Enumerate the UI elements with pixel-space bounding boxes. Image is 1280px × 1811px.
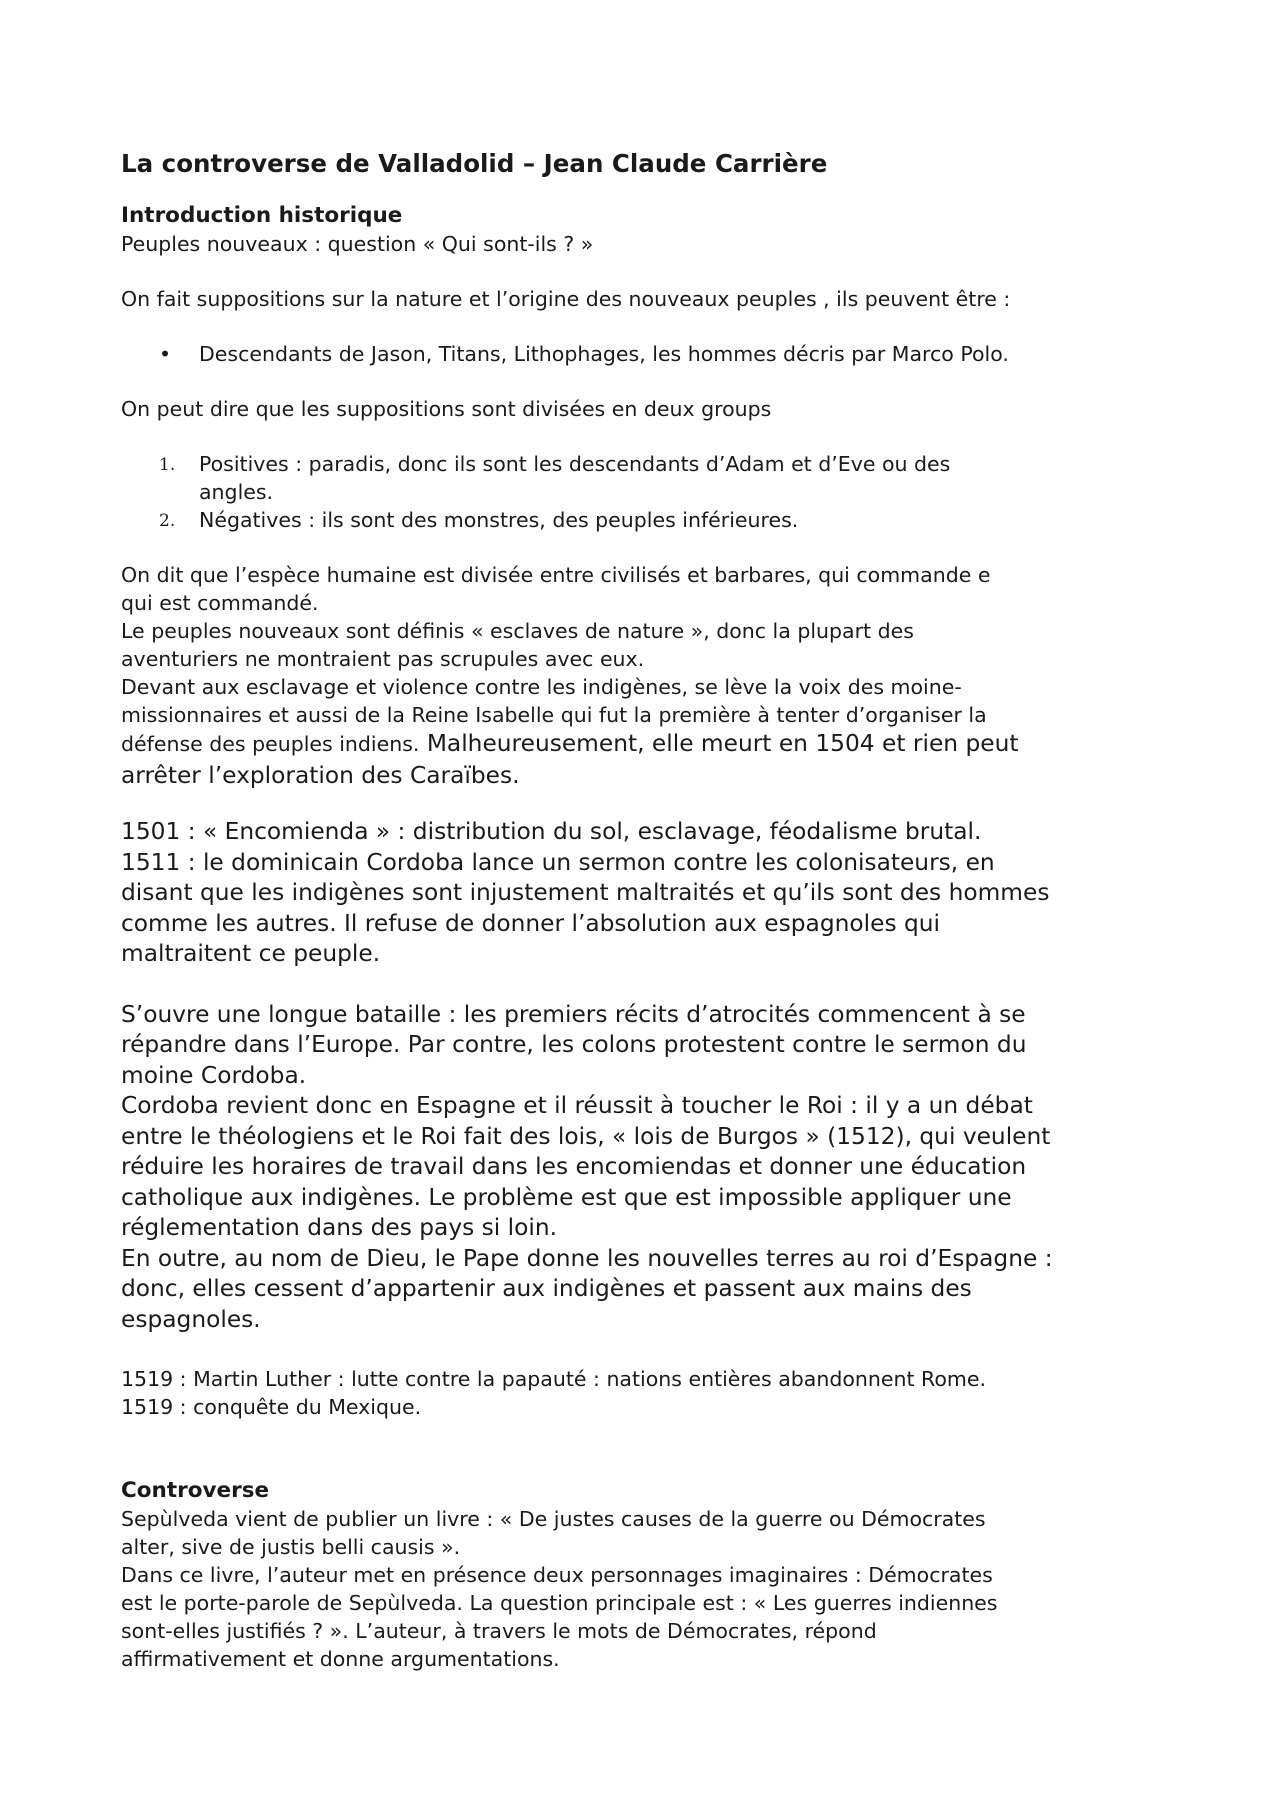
paragraph: On peut dire que les suppositions sont divisées en deux groups [121,396,772,421]
text-line: Le peuples nouveaux sont définis « esclaves de nature », donc la plupart des [121,618,914,643]
text-line: qui est commandé. [121,590,319,615]
numbered-list [121,450,1181,534]
text-line: 1519 : conquête du Mexique. [121,1395,422,1420]
text-line: affirmativement et donne argumentations. [121,1647,560,1672]
text-line: réglementation dans des pays si loin. [121,1214,558,1242]
text-line: Devant aux esclavage et violence contre les indigènes, se lève la voix des moine- [121,674,962,699]
paragraph-controverse [121,1505,1181,1673]
text-line: Dans ce livre, l’auteur met en présence deux personnages imaginaires : Démocrates [121,1563,993,1588]
text-run: défense des peuples indiens. [121,731,420,756]
text-line-mixed [121,729,1181,761]
text-line: 1519 : Martin Luther : lutte contre la papauté : nations entières abandonnent Rome. [121,1367,986,1392]
section-heading-controverse: Controverse [121,1478,270,1504]
list-item [121,340,1181,368]
text-line: réduire les horaires de travail dans les encomiendas et donner une éducation [121,1153,1027,1181]
text-line: aventuriers ne montraient pas scrupules avec eux. [121,646,645,671]
list-item-text: Positives : paradis, donc ils sont les descendants d’Adam et d’Eve ou des [199,451,951,476]
text-line: disant que les indigènes sont injustement maltraités et qu’ils sont des hommes [121,879,1050,907]
list-item-text: Négatives : ils sont des monstres, des peuples inférieures. [199,507,799,532]
text-line: arrêter l’exploration des Caraïbes. [121,761,520,789]
text-line: 1511 : le dominicain Cordoba lance un sermon contre les colonisateurs, en [121,848,995,876]
text-line: catholique aux indigènes. Le problème est que est impossible appliquer une [121,1183,1012,1211]
text-line: moine Cordoba. [121,1061,307,1089]
paragraph-bataille [121,1000,1181,1336]
text-line: missionnaires et aussi de la Reine Isabelle qui fut la première à tenter d’organiser la [121,702,987,727]
text-line: maltraitent ce peuple. [121,940,381,968]
paragraph: On fait suppositions sur la nature et l’origine des nouveaux peuples , ils peuvent être : [121,286,1011,311]
text-line: comme les autres. Il refuse de donner l’absolution aux espagnoles qui [121,909,941,937]
text-line: donc, elles cessent d’appartenir aux indigènes et passent aux mains des [121,1275,972,1303]
bullet-list [121,340,1181,368]
text-line: espagnoles. [121,1305,261,1333]
text-line: 1501 : « Encomienda » : distribution du sol, esclavage, féodalisme brutal. [121,818,982,846]
bullet-icon: • [159,341,172,366]
section-heading-intro: Introduction historique [121,202,403,228]
paragraph-luther [121,1365,1181,1421]
paragraph-civilises [121,561,1181,792]
text-line: Cordoba revient donc en Espagne et il réussit à toucher le Roi : il y a un débat [121,1092,1033,1120]
list-number: 2. [159,510,176,531]
text-run: Malheureusement, elle meurt en 1504 et rien peut [419,729,1019,757]
text-line: répandre dans l’Europe. Par contre, les colons protestent contre le sermon du [121,1031,1027,1059]
list-item [121,506,1181,534]
list-item-text: Descendants de Jason, Titans, Lithophages, les hommes décris par Marco Polo. [199,341,1009,366]
text-line: S’ouvre une longue bataille : les premiers récits d’atrocités commencent à se [121,1000,1026,1028]
paragraph-chronology [121,817,1181,970]
list-number: 1. [159,454,176,475]
text-line: En outre, au nom de Dieu, le Pape donne les nouvelles terres au roi d’Espagne : [121,1244,1053,1272]
paragraph: Peuples nouveaux : question « Qui sont-ils ? » [121,231,594,256]
list-item-text: angles. [199,479,274,504]
document-body [121,148,1181,1673]
text-line: est le porte-parole de Sepùlveda. La question principale est : « Les guerres indiennes [121,1591,998,1616]
text-line: On dit que l’espèce humaine est divisée entre civilisés et barbares, qui commande e [121,562,991,587]
text-line: Sepùlveda vient de publier un livre : « De justes causes de la guerre ou Démocrates [121,1507,986,1532]
text-line: alter, sive de justis belli causis ». [121,1535,461,1560]
text-line: sont-elles justifiés ? ». L’auteur, à travers le mots de Démocrates, répond [121,1619,877,1644]
text-line: entre le théologiens et le Roi fait des lois, « lois de Burgos » (1512), qui veulent [121,1122,1051,1150]
list-item [121,450,1181,506]
document-title: La controverse de Valladolid – Jean Claude Carrière [121,149,828,178]
